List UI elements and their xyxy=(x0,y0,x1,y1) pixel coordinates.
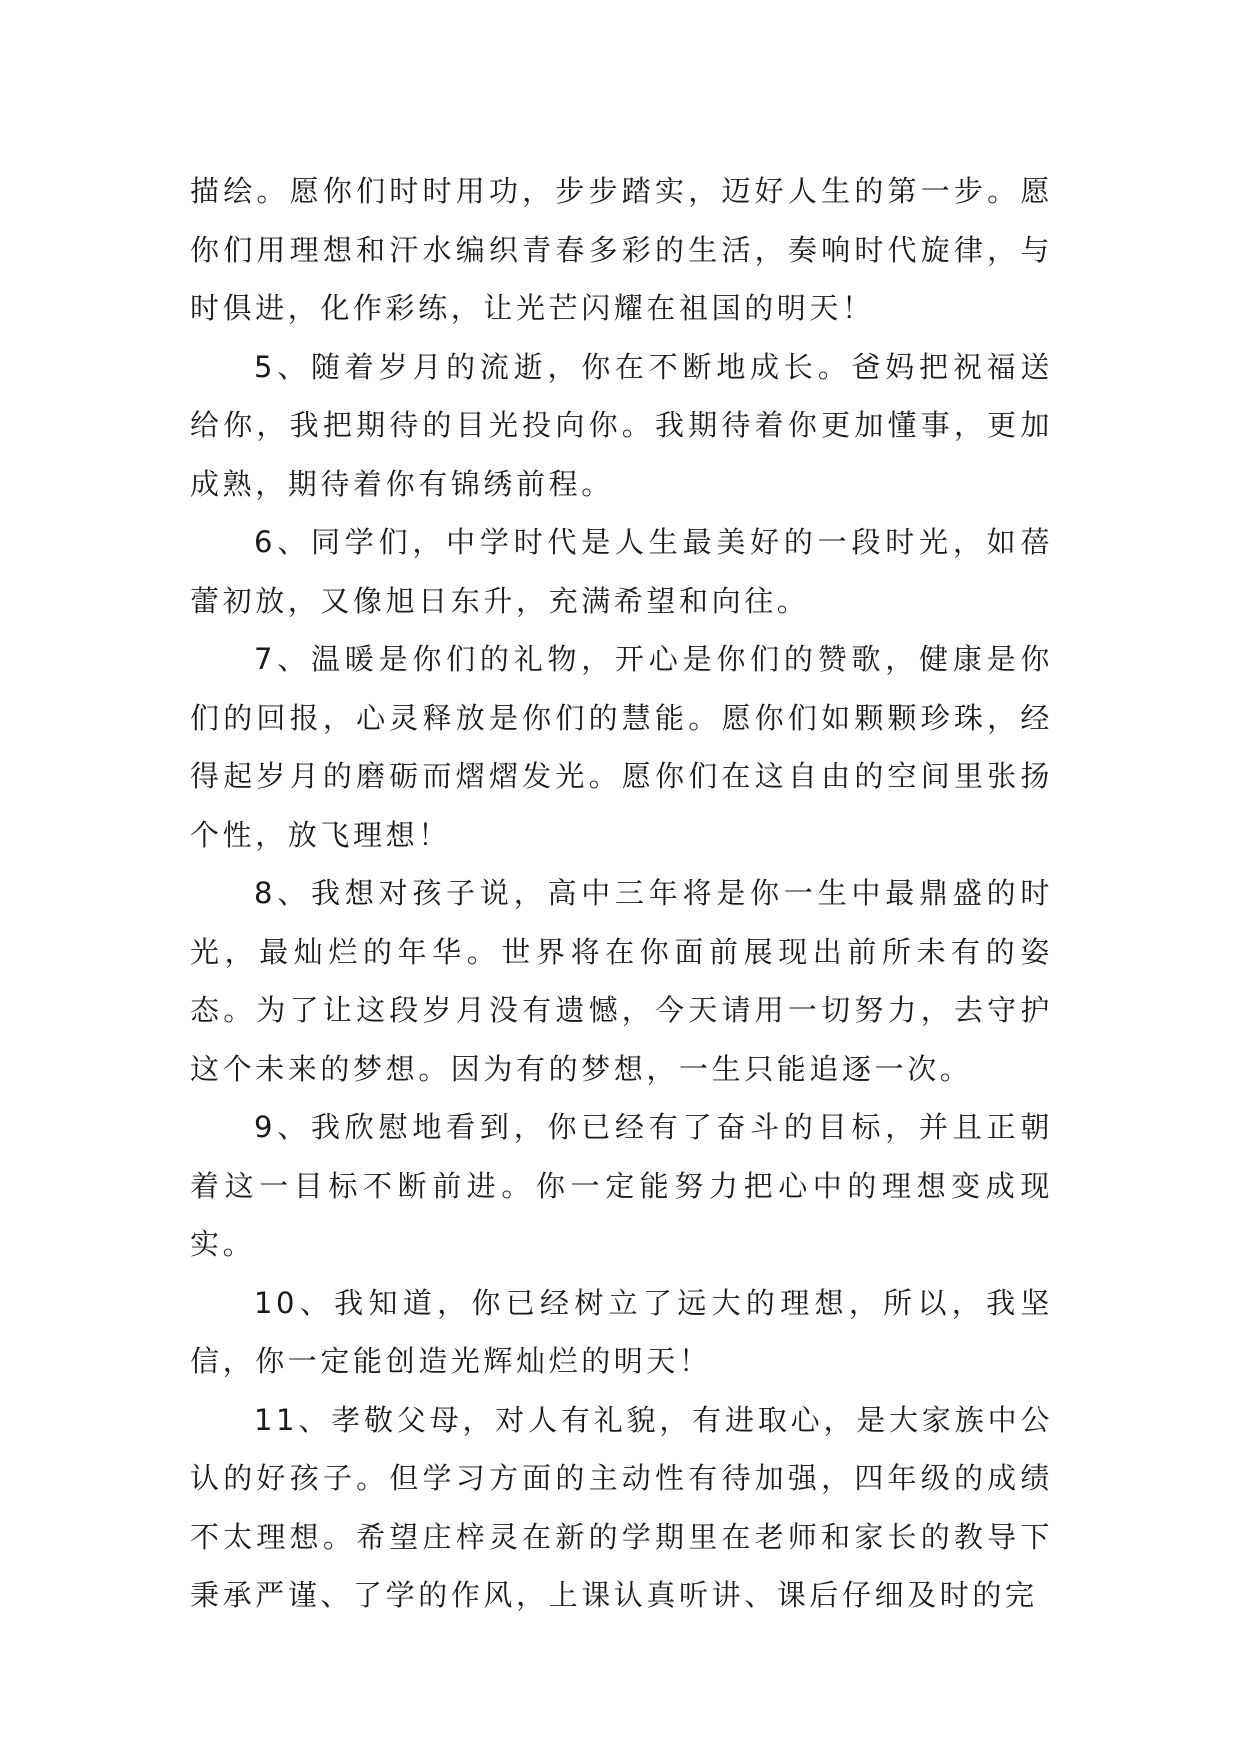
paragraph-item-11: 11、孝敬父母，对人有礼貌，有进取心，是大家族中公认的好孩子。但学习方面的主动性有待加强，四年级的成绩不太理想。希望庄梓灵在新的学期里在老师和家长的教导下秉承严谨、了学的作风，上课认真听讲、课后仔细及时的完 xyxy=(190,1402,1053,1612)
paragraph-item-6: 6、同学们，中学时代是人生最美好的一段时光，如蓓蕾初放，又像旭日东升，充满希望和向往。 xyxy=(190,525,1053,618)
document-body xyxy=(190,162,1053,1625)
paragraph-continued: 描绘。愿你们时时用功，步步踏实，迈好人生的第一步。愿你们用理想和汗水编织青春多彩的生活，奏响时代旋律，与时俱进，化作彩练，让光芒闪耀在祖国的明天！ xyxy=(190,174,1053,325)
paragraph-item-8: 8、我想对孩子说，高中三年将是你一生中最鼎盛的时光，最灿烂的年华。世界将在你面前展现出前所未有的姿态。为了让这段岁月没有遗憾，今天请用一切努力，去守护这个未来的梦想。因为有的梦想，一生只能追逐一次。 xyxy=(190,876,1053,1086)
paragraph-item-5: 5、随着岁月的流逝，你在不断地成长。爸妈把祝福送给你，我把期待的目光投向你。我期待着你更加懂事，更加成熟，期待着你有锦绣前程。 xyxy=(190,349,1053,501)
paragraph-item-10: 10、我知道，你已经树立了远大的理想，所以，我坚信，你一定能创造光辉灿烂的明天！ xyxy=(190,1285,1053,1378)
paragraph-item-7: 7、温暖是你们的礼物，开心是你们的赞歌，健康是你们的回报，心灵释放是你们的慧能。愿你们如颗颗珍珠，经得起岁月的磨砺而熠熠发光。愿你们在这自由的空间里张扬个性，放飞理想！ xyxy=(190,642,1053,852)
paragraph-item-9: 9、我欣慰地看到，你已经有了奋斗的目标，并且正朝着这一目标不断前进。你一定能努力把心中的理想变成现实。 xyxy=(190,1110,1053,1261)
